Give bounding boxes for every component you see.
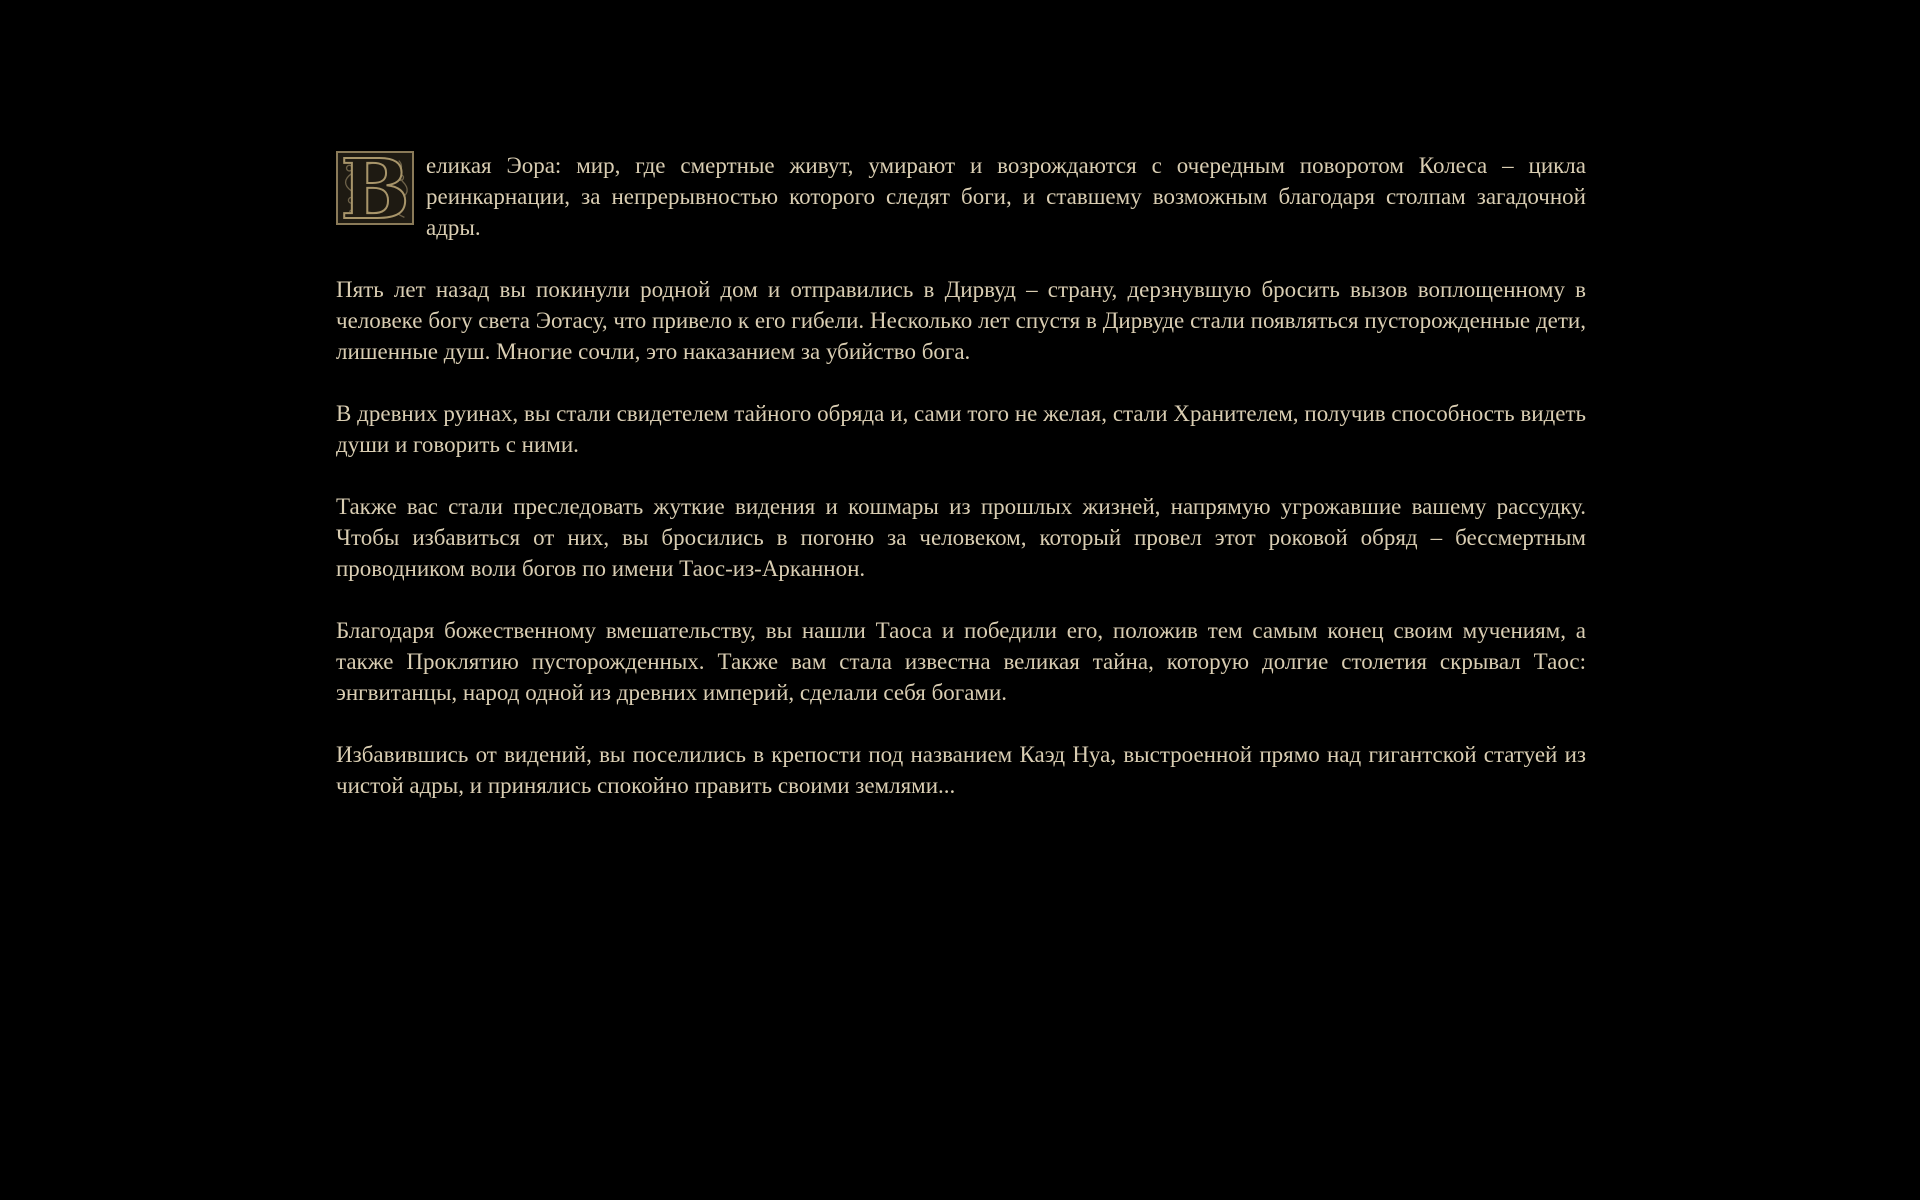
dropcap-letter: В — [340, 151, 410, 225]
story-paragraph-6: Избавившись от видений, вы поселились в крепости под названием Каэд Нуа, выстроенной прямо над гигантской статуей из чистой адры, и принялись спокойно править своими землями... — [336, 742, 1586, 798]
story-paragraph-4: Также вас стали преследовать жуткие видения и кошмары из прошлых жизней, напрямую угрожавшие вашему рассудку. Чтобы избавиться от них, вы бросились в погоню за человеком, который провел этот роковой обряд – бессмертным проводником воли богов по имени Таос-из-Арканнон. — [336, 494, 1586, 581]
illuminated-dropcap-icon — [336, 151, 414, 225]
story-paragraph-3: В древних руинах, вы стали свидетелем тайного обряда и, сами того не желая, стали Хранителем, получив способность видеть души и говорить с ними. — [336, 401, 1586, 457]
story-paragraph-2: Пять лет назад вы покинули родной дом и отправились в Дирвуд – страну, дерзнувшую бросить вызов воплощенному в человеке богу света Эотасу, что привело к его гибели. Несколько лет спустя в Дирвуде стали появляться пусторожденные дети, лишенные душ. Многие сочли, это наказанием за убийство бога. — [336, 277, 1586, 364]
intro-story-text — [336, 150, 1586, 832]
paragraph-text: еликая Эора: мир, где смертные живут, умирают и возрождаются с очередным поворотом Колеса – цикла реинкарнации, за непрерывностью которого следят боги, и ставшему возможным благодаря столпам загадочной адры. — [426, 153, 1586, 240]
story-paragraph-1 — [336, 150, 1586, 243]
story-paragraph-5: Благодаря божественному вмешательству, вы нашли Таоса и победили его, положив тем самым конец своим мучениям, а также Проклятию пусторожденных. Также вам стала известна великая тайна, которую долгие столетия скрывал Таос: энгвитанцы, народ одной из древних империй, сделали себя богами. — [336, 618, 1586, 705]
